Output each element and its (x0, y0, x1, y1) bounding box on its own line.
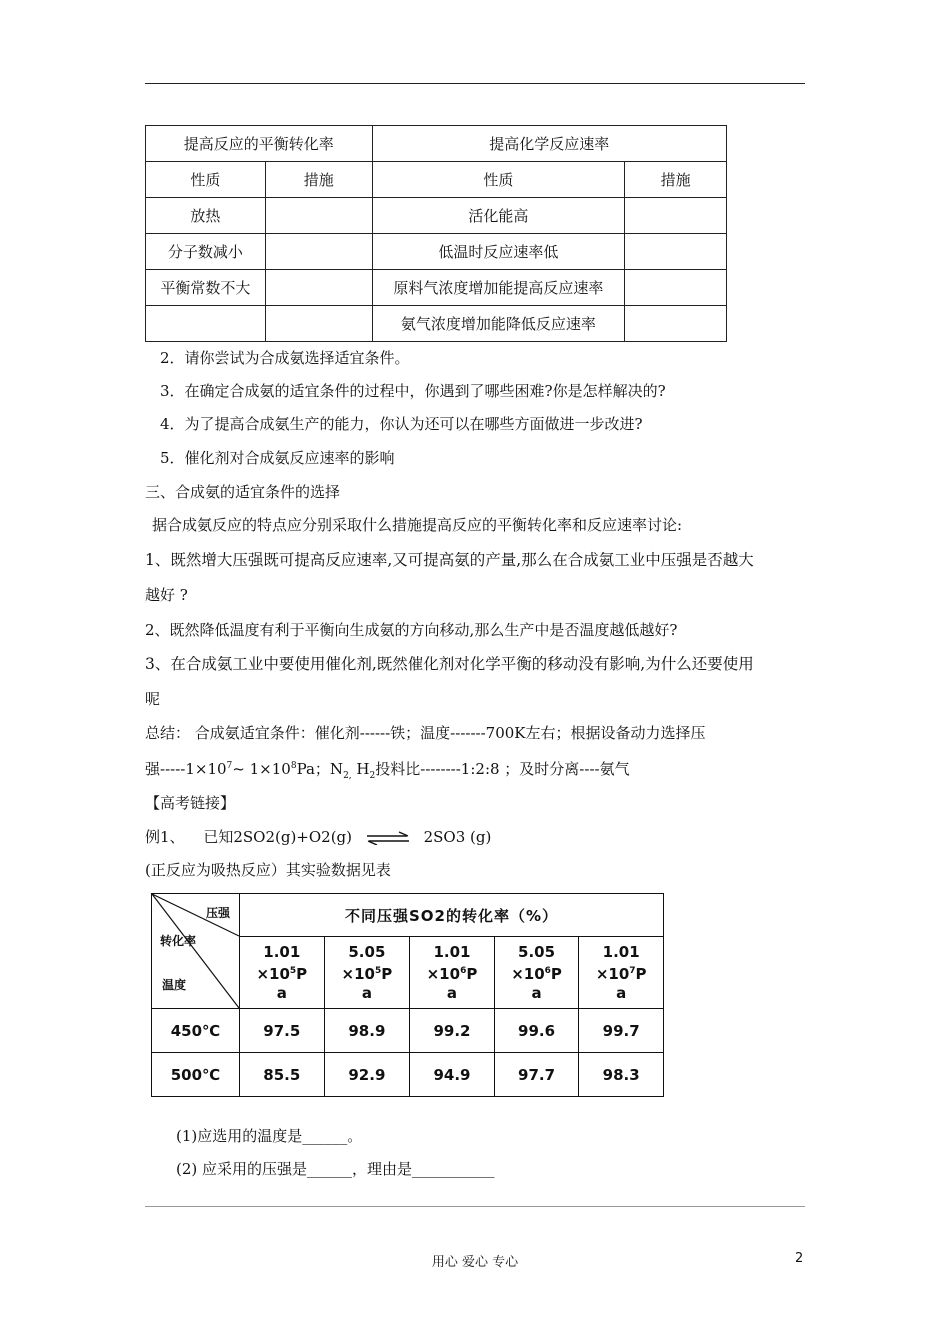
value-cell: 97.5 (240, 1009, 325, 1053)
example-products: 2SO3 (g) (423, 828, 492, 846)
pressure-cell: 5.05 $\times 10^6P$ a (494, 937, 579, 1009)
cell-left-prop: 分子数减小 (146, 234, 266, 270)
value-cell: 85.5 (240, 1053, 325, 1097)
example-reactants: 已知2SO2(g)+O2(g) (203, 828, 353, 846)
cell-right-measure (625, 270, 727, 306)
answer-2: (2) 应采用的压强是______，理由是___________ (176, 1160, 495, 1178)
temp-cell: 500℃ (152, 1053, 240, 1097)
example-label: 例1、 (145, 828, 185, 846)
value-cell: 99.6 (494, 1009, 579, 1053)
col-measure-left: 措施 (265, 162, 372, 198)
equilibrium-arrow-icon (365, 831, 411, 845)
summary-pressure: 强-----1×10 (145, 760, 227, 778)
page-number: 2 (795, 1251, 804, 1266)
cell-right-prop: 活化能高 (372, 198, 625, 234)
value-cell: 98.3 (579, 1053, 664, 1097)
question-5: 5．催化剂对合成氨反应速率的影响 (160, 449, 395, 467)
diagonal-header (152, 894, 239, 1008)
table-subheader-row (146, 162, 727, 198)
cell-right-prop: 原料气浓度增加能提高反应速率 (372, 270, 625, 306)
summary-line-2 (145, 758, 630, 781)
so2-conversion-table (151, 893, 664, 1097)
col-property-left: 性质 (146, 162, 266, 198)
question-4: 4．为了提高合成氨生产的能力，你认为还可以在哪些方面做进一步改进? (160, 415, 643, 433)
cell-left-measure (265, 270, 372, 306)
table-row (146, 198, 727, 234)
summary-sub-1: 2, (343, 771, 352, 781)
summary-pressure-b: ~ 1×10 (232, 760, 291, 778)
summary-h: H (351, 760, 370, 778)
discussion-3-cont: 呢 (145, 690, 161, 708)
cell-left-measure (265, 306, 372, 342)
section-title: 三、合成氨的适宜条件的选择 (145, 483, 341, 501)
discussion-2: 2、既然降低温度有利于平衡向生成氨的方向移动,那么生产中是否温度越低越好? (145, 621, 678, 639)
col-measure-right: 措施 (625, 162, 727, 198)
value-cell: 99.2 (410, 1009, 495, 1053)
header-rate: 提高化学反应速率 (372, 126, 726, 162)
pressure-cell: 1.01 $\times 10^5P$ a (240, 937, 325, 1009)
example-note: (正反应为吸热反应）其实验数据见表 (145, 861, 391, 879)
cell-left-measure (265, 234, 372, 270)
summary-pa: Pa；N (296, 760, 344, 778)
cell-left-measure (265, 198, 372, 234)
value-cell: 99.7 (579, 1009, 664, 1053)
discussion-1-cont: 越好 ? (145, 586, 188, 604)
table-row (146, 306, 727, 342)
value-cell: 98.9 (324, 1009, 410, 1053)
table-row (152, 1053, 664, 1097)
diag-conversion-label: 转化率 (160, 934, 197, 948)
summary-exp-2: 8 (290, 761, 297, 771)
value-cell: 92.9 (324, 1053, 410, 1097)
pressure-cell: 1.01 $\times 10^7P$ a (579, 937, 664, 1009)
footer-rule (145, 1206, 805, 1207)
intro-text: 据合成氨反应的特点应分别采取什么措施提高反应的平衡转化率和反应速率讨论: (152, 516, 683, 534)
cell-right-prop: 氨气浓度增加能降低反应速率 (372, 306, 625, 342)
pressure-cell: 1.01 $\times 10^6P$ a (410, 937, 495, 1009)
question-3: 3．在确定合成氨的适宜条件的过程中，你遇到了哪些困难?你是怎样解决的? (160, 382, 666, 400)
question-2: 2．请你尝试为合成氨选择适宜条件。 (160, 349, 410, 367)
cell-right-measure (625, 306, 727, 342)
answer-1: (1)应选用的温度是______。 (176, 1127, 363, 1145)
table-row (146, 270, 727, 306)
example-equation (145, 826, 491, 847)
col-property-right: 性质 (372, 162, 625, 198)
cell-right-measure (625, 234, 727, 270)
diagonal-header-cell (152, 894, 240, 1009)
table-header-row (146, 126, 727, 162)
cell-right-prop: 低温时反应速率低 (372, 234, 625, 270)
diag-temp-label: 温度 (162, 978, 187, 992)
cell-left-prop: 平衡常数不大 (146, 270, 266, 306)
value-cell: 94.9 (410, 1053, 495, 1097)
discussion-1: 1、既然增大压强既可提高反应速率,又可提高氨的产量,那么在合成氨工业中压强是否越大 (145, 551, 754, 569)
footer-text: 用心 爱心 专心 (431, 1255, 519, 1270)
temp-cell: 450℃ (152, 1009, 240, 1053)
cell-left-prop: 放热 (146, 198, 266, 234)
header-equilibrium: 提高反应的平衡转化率 (146, 126, 373, 162)
pressure-cell: 5.05 $\times 10^5P$ a (324, 937, 410, 1009)
summary-sub-2: 2 (369, 771, 376, 781)
cell-right-measure (625, 198, 727, 234)
discussion-3: 3、在合成氨工业中要使用催化剂,既然催化剂对化学平衡的移动没有影响,为什么还要使用 (145, 655, 754, 673)
summary-exp-1: 7 (226, 761, 233, 771)
diag-pressure-label: 压强 (206, 906, 231, 920)
table2-title: 不同压强SO2的转化率（%） (240, 894, 664, 937)
table-row (146, 234, 727, 270)
header-rule (145, 83, 805, 84)
gaokao-title: 【高考链接】 (145, 794, 236, 812)
summary-line-1: 总结： 合成氨适宜条件：催化剂------铁；温度-------700K左右；根据设备动力选择压 (145, 724, 706, 742)
value-cell: 97.7 (494, 1053, 579, 1097)
summary-ratio: 投料比--------1:2:8 ；及时分离----氨气 (375, 760, 630, 778)
cell-left-prop (146, 306, 266, 342)
table-row (152, 1009, 664, 1053)
comparison-table (145, 125, 727, 342)
